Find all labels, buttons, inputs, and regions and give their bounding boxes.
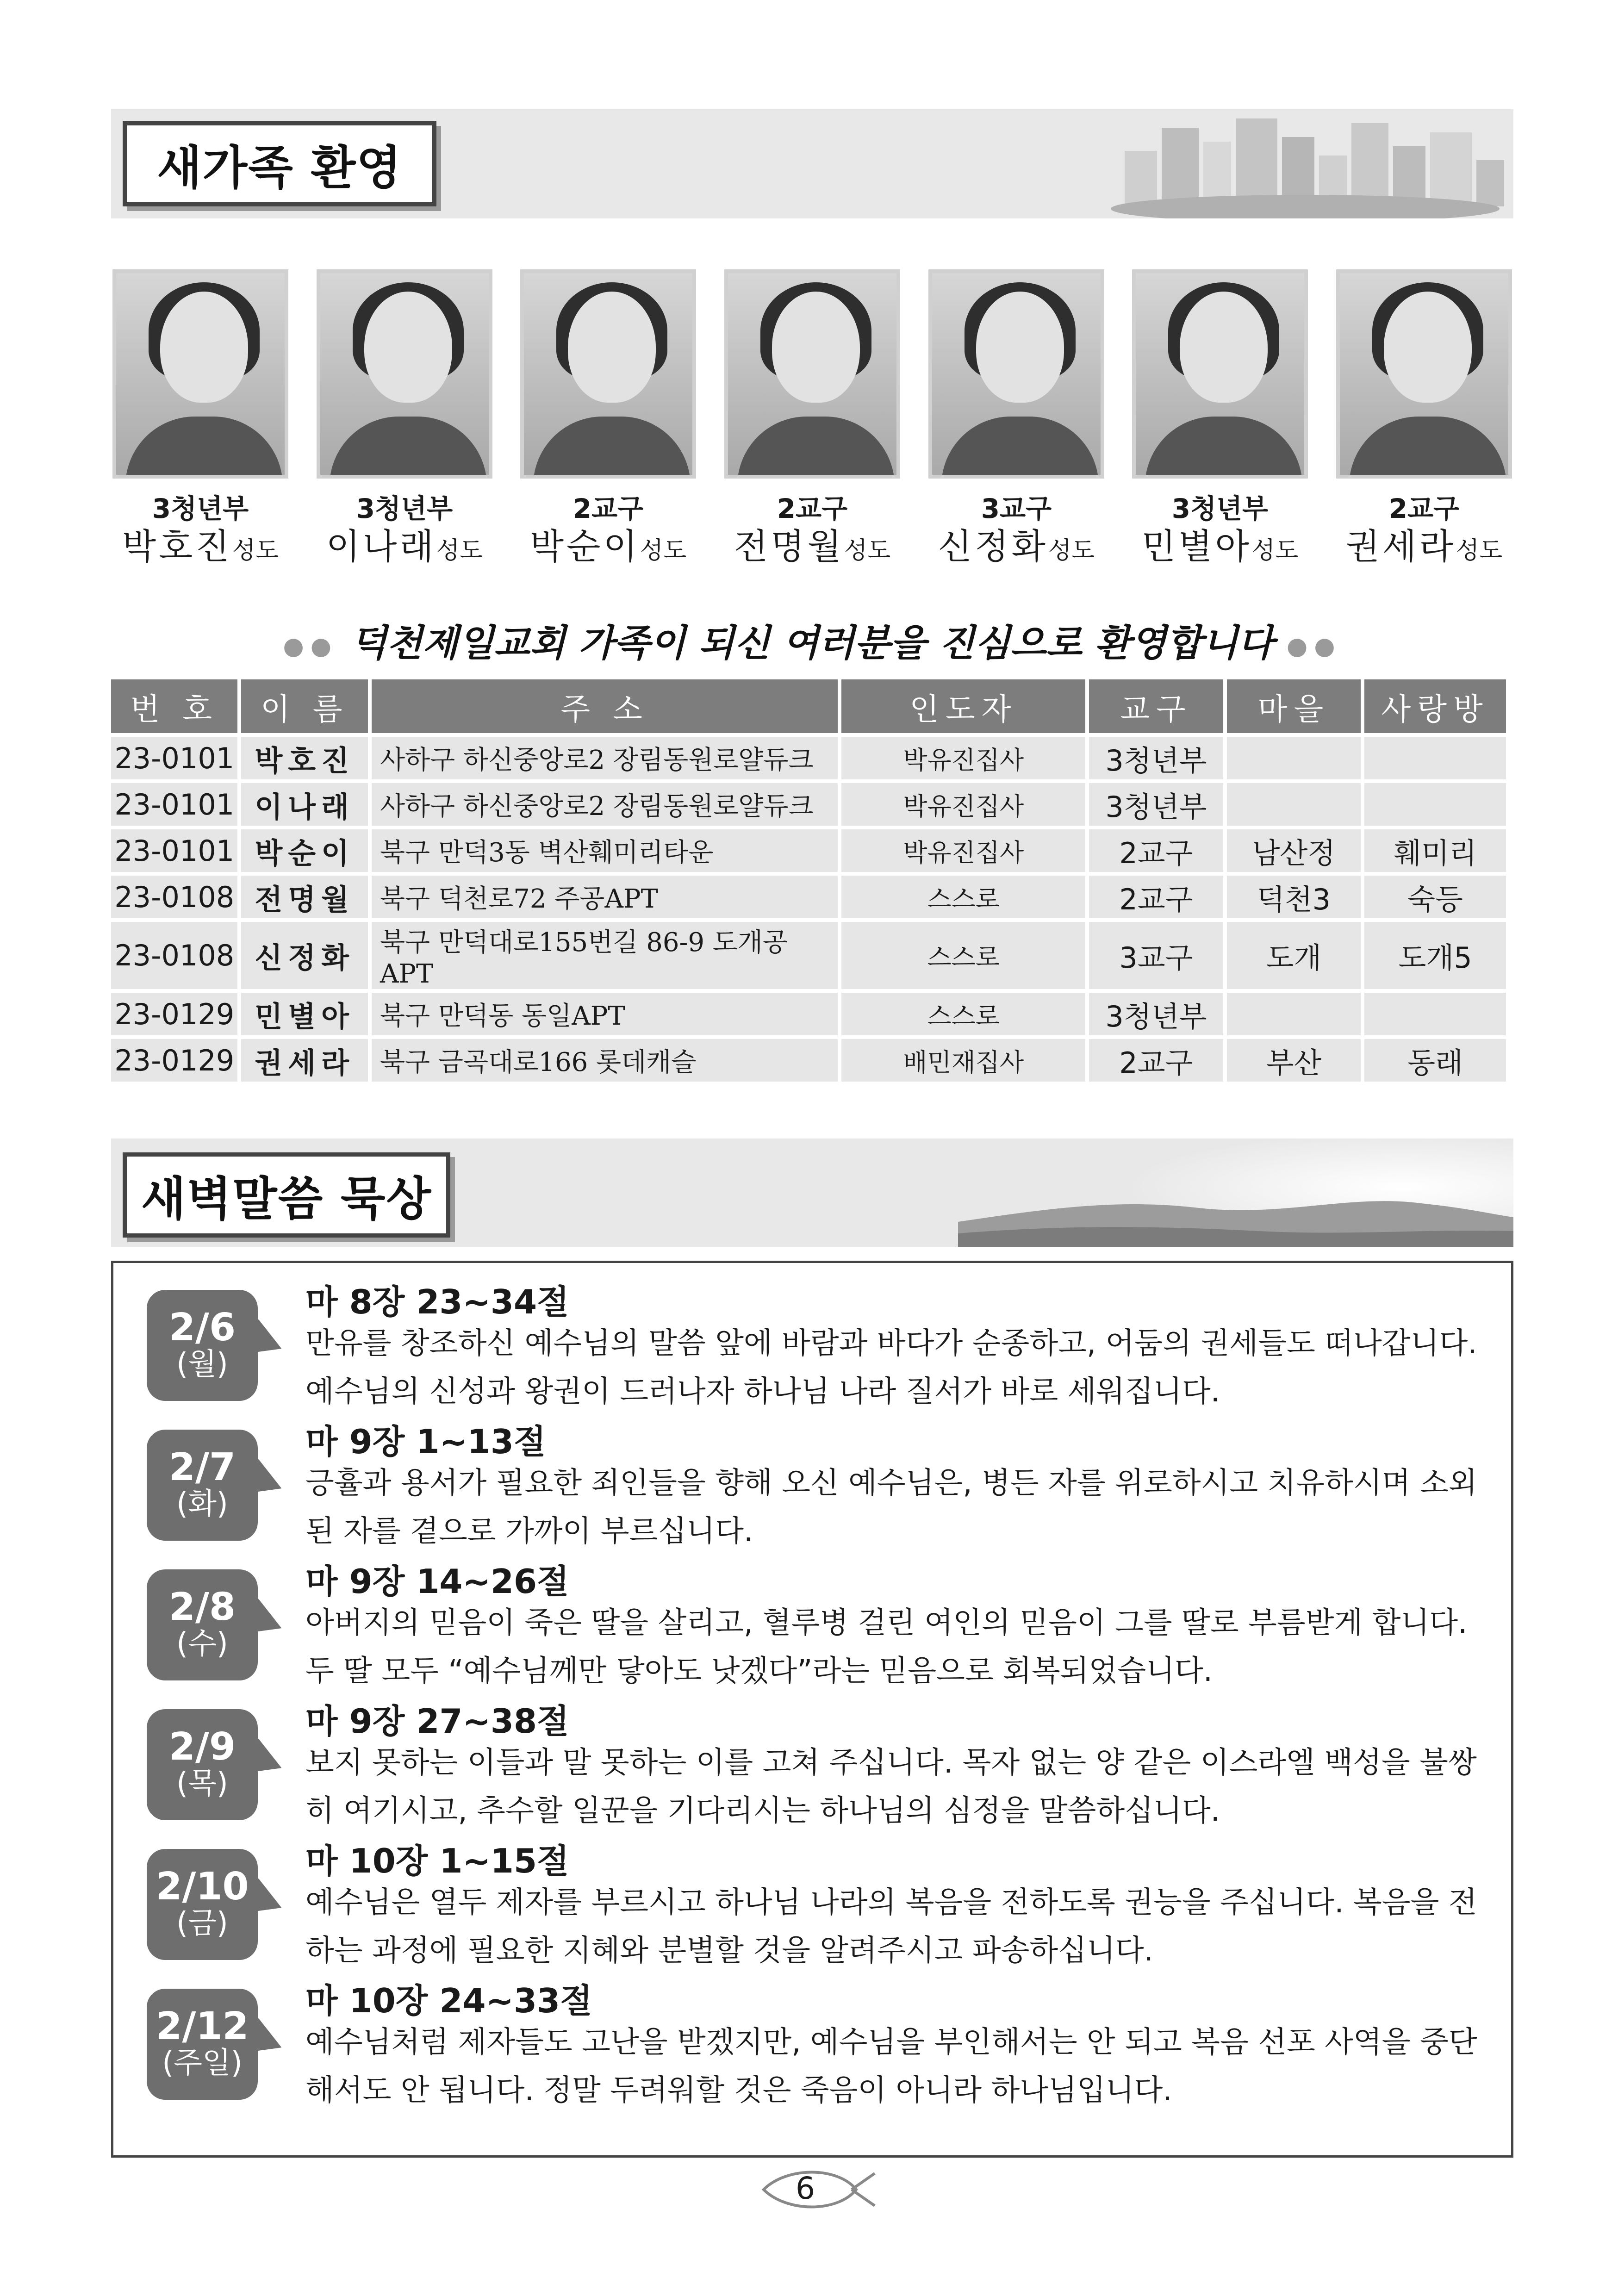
member-title: 성도 bbox=[232, 537, 279, 565]
welcome-message bbox=[111, 613, 1513, 666]
weekday-text: (주일) bbox=[162, 2046, 243, 2080]
date-badge bbox=[147, 1290, 258, 1401]
table-cell: 23-0101 bbox=[111, 783, 237, 826]
table-cell bbox=[1227, 737, 1361, 779]
table-cell: 3청년부 bbox=[1089, 783, 1223, 826]
weekday-text: (월) bbox=[176, 1347, 228, 1381]
table-cell: 스스로 bbox=[841, 922, 1085, 989]
date-text: 2/6 bbox=[168, 1305, 236, 1350]
table-cell: 23-0129 bbox=[111, 993, 237, 1035]
new-family-table bbox=[107, 676, 1510, 1085]
devotion-entry bbox=[113, 1967, 1516, 2106]
table-cell bbox=[1364, 783, 1506, 826]
table-header-cell: 교구 bbox=[1089, 679, 1223, 733]
member-title: 성도 bbox=[640, 537, 687, 565]
devotion-text: 보지 못하는 이들과 말 못하는 이를 고쳐 주십니다. 목자 없는 양 같은 이스라엘 백성을 불쌍히 여기시고, 추수할 일꾼을 기다리시는 하나님의 심정을 말씀하십니다. bbox=[305, 1746, 1477, 1828]
table-cell: 박유진집사 bbox=[841, 737, 1085, 779]
mountain-sunrise-illustration bbox=[958, 1139, 1513, 1247]
table-cell: 북구 만덕동 동일APT bbox=[372, 993, 838, 1035]
date-badge bbox=[147, 1569, 258, 1680]
table-cell: 전명월 bbox=[241, 876, 367, 918]
table-cell bbox=[1227, 993, 1361, 1035]
table-cell: 사하구 하신중앙로2 장림동원로얄듀크 bbox=[372, 783, 838, 826]
table-cell: 3청년부 bbox=[1089, 993, 1223, 1035]
date-badge bbox=[147, 1430, 258, 1541]
table-cell: 도개5 bbox=[1364, 922, 1506, 989]
table-cell: 이나래 bbox=[241, 783, 367, 826]
member-photo bbox=[317, 269, 492, 479]
date-text: 2/7 bbox=[168, 1445, 236, 1489]
member-department: 3교구 bbox=[981, 493, 1052, 524]
table-cell: 23-0101 bbox=[111, 737, 237, 779]
devotion-text: 만유를 창조하신 예수님의 말씀 앞에 바람과 바다가 순종하고, 어둠의 권세들도 떠나갑니다. 예수님의 신성과 왕권이 드러나자 하나님 나라 질서가 바로 세워집니다. bbox=[305, 1326, 1477, 1409]
member-name-text: 이나래 bbox=[326, 526, 436, 567]
table-cell: 동래 bbox=[1364, 1039, 1506, 1082]
member-name bbox=[928, 518, 1104, 569]
table-cell: 북구 금곡대로166 롯데캐슬 bbox=[372, 1039, 838, 1082]
member-department: 2교구 bbox=[1388, 493, 1460, 524]
table-body bbox=[111, 737, 1506, 1082]
devotion-entry bbox=[113, 1269, 1516, 1407]
devotion-entry bbox=[113, 1548, 1516, 1687]
section-title-devotion: 새벽말씀 묵상 bbox=[123, 1152, 450, 1238]
table-cell: 박순이 bbox=[241, 829, 367, 872]
table-header-row bbox=[111, 679, 1506, 733]
member-name-text: 권세라 bbox=[1345, 526, 1456, 567]
member-department: 2교구 bbox=[777, 493, 848, 524]
table-row bbox=[111, 1039, 1506, 1082]
table-cell: 민별아 bbox=[241, 993, 367, 1035]
table-cell: 숙등 bbox=[1364, 876, 1506, 918]
table-cell bbox=[1364, 737, 1506, 779]
table-cell: 2교구 bbox=[1089, 876, 1223, 918]
member-photo bbox=[1132, 269, 1308, 479]
member-department: 3청년부 bbox=[152, 493, 249, 524]
table-header-cell: 사랑방 bbox=[1364, 679, 1506, 733]
section-title-new-family: 새가족 환영 bbox=[123, 121, 436, 206]
member-card bbox=[1336, 269, 1512, 569]
table-cell: 박유진집사 bbox=[841, 783, 1085, 826]
table-cell: 3교구 bbox=[1089, 922, 1223, 989]
table-header-cell: 번 호 bbox=[111, 679, 237, 733]
table-cell: 박호진 bbox=[241, 737, 367, 779]
devotion-text: 긍휼과 용서가 필요한 죄인들을 향해 오신 예수님은, 병든 자를 위로하시고 치유하시며 소외된 자를 곁으로 가까이 부르십니다. bbox=[305, 1466, 1477, 1549]
member-name-text: 박호진 bbox=[122, 526, 232, 567]
table-cell: 3청년부 bbox=[1089, 737, 1223, 779]
table-header-cell: 이 름 bbox=[241, 679, 367, 733]
table-cell: 2교구 bbox=[1089, 1039, 1223, 1082]
table-header-cell: 마을 bbox=[1227, 679, 1361, 733]
table-cell: 23-0108 bbox=[111, 922, 237, 989]
member-title: 성도 bbox=[1251, 537, 1299, 565]
table-row bbox=[111, 922, 1506, 989]
date-badge bbox=[147, 1709, 258, 1820]
member-card bbox=[724, 269, 900, 569]
member-name bbox=[724, 518, 900, 569]
member-name bbox=[520, 518, 696, 569]
member-name bbox=[112, 518, 288, 569]
member-photo bbox=[112, 269, 288, 479]
table-cell: 사하구 하신중앙로2 장림동원로얄듀크 bbox=[372, 737, 838, 779]
weekday-text: (금) bbox=[176, 1906, 228, 1941]
member-photo bbox=[724, 269, 900, 479]
table-header-cell: 주 소 bbox=[372, 679, 838, 733]
welcome-text: 덕천제일교회 가족이 되신 여러분을 진심으로 환영합니다 bbox=[351, 621, 1274, 665]
member-title: 성도 bbox=[1048, 537, 1095, 565]
date-text: 2/8 bbox=[168, 1585, 236, 1629]
table-row bbox=[111, 783, 1506, 826]
scripture-reference: 마 9장 14~26절 bbox=[305, 1562, 569, 1601]
scripture-reference: 마 8장 23~34절 bbox=[305, 1282, 569, 1321]
scripture-reference: 마 9장 27~38절 bbox=[305, 1702, 569, 1741]
member-department: 3청년부 bbox=[356, 493, 453, 524]
member-name-text: 신정화 bbox=[938, 526, 1048, 567]
table-cell: 스스로 bbox=[841, 876, 1085, 918]
date-text: 2/12 bbox=[156, 2004, 249, 2048]
scripture-reference: 마 10장 24~33절 bbox=[305, 1981, 592, 2020]
member-department: 2교구 bbox=[573, 493, 644, 524]
table-cell: 훼미리 bbox=[1364, 829, 1506, 872]
member-name-text: 박순이 bbox=[529, 526, 640, 567]
table-cell: 23-0129 bbox=[111, 1039, 237, 1082]
member-title: 성도 bbox=[1456, 537, 1503, 565]
table-cell: 북구 만덕3동 벽산훼미리타운 bbox=[372, 829, 838, 872]
devotion-text: 아버지의 믿음이 죽은 딸을 살리고, 혈루병 걸린 여인의 믿음이 그를 딸로 부름받게 합니다. 두 딸 모두 “예수님께만 닿아도 낫겠다”라는 믿음으로 회복되었습니다. bbox=[305, 1606, 1468, 1688]
table-cell: 북구 만덕대로155번길 86-9 도개공APT bbox=[372, 922, 838, 989]
dot-ornament: ●● bbox=[1286, 632, 1342, 660]
table-cell: 23-0101 bbox=[111, 829, 237, 872]
member-card bbox=[112, 269, 288, 569]
devotion-box bbox=[111, 1261, 1513, 2158]
date-text: 2/9 bbox=[168, 1724, 236, 1769]
member-department: 3청년부 bbox=[1171, 493, 1269, 524]
table-cell: 권세라 bbox=[241, 1039, 367, 1082]
table-cell: 신정화 bbox=[241, 922, 367, 989]
table-cell bbox=[1227, 783, 1361, 826]
table-cell: 2교구 bbox=[1089, 829, 1223, 872]
table-cell: 도개 bbox=[1227, 922, 1361, 989]
devotion-text: 예수님처럼 제자들도 고난을 받겠지만, 예수님을 부인해서는 안 되고 복음 선포 사역을 중단해서도 안 됩니다. 정말 두려워할 것은 죽음이 아니라 하나님입니다. bbox=[305, 2025, 1477, 2108]
member-name bbox=[1336, 518, 1512, 569]
table-cell: 23-0108 bbox=[111, 876, 237, 918]
table-cell: 박유진집사 bbox=[841, 829, 1085, 872]
member-name-text: 전명월 bbox=[734, 526, 844, 567]
date-badge bbox=[147, 1989, 258, 2100]
member-name bbox=[1132, 518, 1308, 569]
member-card bbox=[317, 269, 492, 569]
dot-ornament: ●● bbox=[283, 632, 338, 660]
scripture-reference: 마 9장 1~13절 bbox=[305, 1422, 546, 1461]
devotion-text: 예수님은 열두 제자를 부르시고 하나님 나라의 복음을 전하도록 권능을 주십니다. 복음을 전하는 과정에 필요한 지혜와 분별할 것을 알려주시고 파송하십니다. bbox=[305, 1885, 1477, 1968]
devotion-entry bbox=[113, 1828, 1516, 1966]
table-row bbox=[111, 829, 1506, 872]
weekday-text: (목) bbox=[176, 1766, 228, 1801]
devotion-entry bbox=[113, 1408, 1516, 1547]
table-cell bbox=[1364, 993, 1506, 1035]
member-name bbox=[317, 518, 492, 569]
table-row bbox=[111, 876, 1506, 918]
member-photo bbox=[928, 269, 1104, 479]
member-card bbox=[1132, 269, 1308, 569]
date-text: 2/10 bbox=[156, 1864, 249, 1909]
table-row bbox=[111, 737, 1506, 779]
date-badge bbox=[147, 1849, 258, 1960]
member-title: 성도 bbox=[436, 537, 483, 565]
member-title: 성도 bbox=[844, 537, 891, 565]
page-number: 6 bbox=[796, 2171, 815, 2206]
table-cell: 배민재집사 bbox=[841, 1039, 1085, 1082]
member-card bbox=[928, 269, 1104, 569]
city-illustration bbox=[1097, 109, 1513, 218]
table-cell: 남산정 bbox=[1227, 829, 1361, 872]
weekday-text: (화) bbox=[176, 1487, 228, 1521]
member-name-text: 민별아 bbox=[1141, 526, 1252, 567]
table-cell: 부산 bbox=[1227, 1039, 1361, 1082]
member-card bbox=[520, 269, 696, 569]
table-header-cell: 인도자 bbox=[841, 679, 1085, 733]
weekday-text: (수) bbox=[176, 1626, 228, 1661]
member-photo bbox=[1336, 269, 1512, 479]
devotion-entry bbox=[113, 1688, 1516, 1827]
member-photo bbox=[520, 269, 696, 479]
table-cell: 북구 덕천로72 주공APT bbox=[372, 876, 838, 918]
scripture-reference: 마 10장 1~15절 bbox=[305, 1842, 569, 1880]
table-row bbox=[111, 993, 1506, 1035]
table-cell: 덕천3 bbox=[1227, 876, 1361, 918]
table-cell: 스스로 bbox=[841, 993, 1085, 1035]
